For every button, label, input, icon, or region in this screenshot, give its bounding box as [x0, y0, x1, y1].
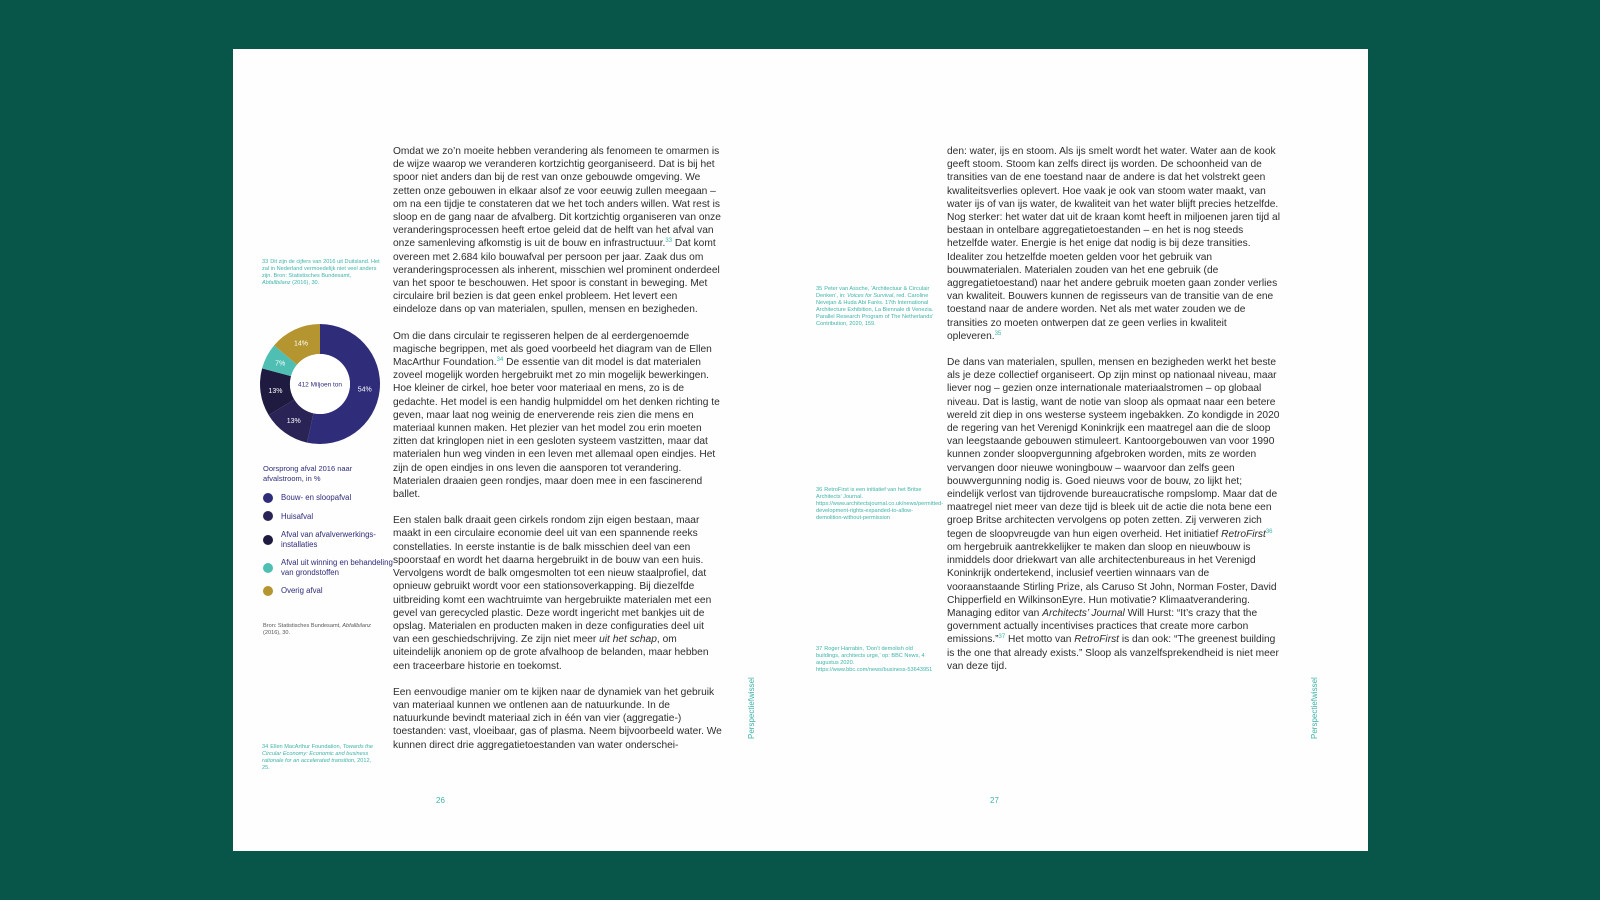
chart-source: Bron: Statistisches Bundesamt, Abfallbilanz (2016), 30. — [263, 623, 371, 636]
slice-label: 14% — [294, 340, 309, 348]
legend-swatch — [263, 493, 273, 503]
legend-item: Bouw- en sloopafval — [263, 493, 393, 503]
chart-title: Oorsprong afval 2016 naar afvalstroom, in % — [263, 464, 353, 483]
donut-center-label: 412 Miljoen ton — [297, 381, 343, 389]
legend-swatch — [263, 535, 273, 545]
right-page — [800, 49, 1368, 851]
footnote-ref[interactable]: 34 — [496, 357, 504, 364]
paragraph: Omdat we zo’n moeite hebben verandering als fenomeen te omarmen is de wijze waarop we veranderen kortzichtig georganiseerd. Dat is bij het spoor niet anders dan bij de rest van onze gebouwde omgeving. We zetten onze gebouwen in elkaar alsof ze voor eeuwig zullen meegaan – om na een tijdje te constateren dat we het toch anders willen. Wat rest is sloop en de gang naar de afvalberg. Dit kortzichtig organiseren van onze veranderingsprocessen heeft ertoe geleid dat de helft van het afval van onze samenleving afkomstig is uit de bouw en infrastructuur.$^{33}$ Dat komt overeen met 2.684 kilo bouwafval per persoon per jaar. Zaak dus om veranderingsprocessen als inherent, misschien wel prominent onderdeel van het spoor te beschouwen. Het spoor is constant in beweging. Met circulaire bril bezien is dat geen enkel probleem. Het levert een eindeloze dans op van materialen, spullen, mensen en bezigheden. — [393, 146, 721, 316]
slice-label: 13% — [268, 387, 283, 395]
footnote-ref[interactable]: 35 — [994, 330, 1002, 337]
running-head-left: Perspectiefwissel — [747, 677, 756, 739]
page-number-left: 26 — [436, 796, 445, 805]
legend-item: Overig afval — [263, 586, 393, 596]
legend-swatch — [263, 563, 273, 573]
paragraph: Een eenvoudige manier om te kijken naar de dynamiek van het gebruik van materiaal kunnen we ontlenen aan de natuurkunde. In de natuurkunde bevindt materiaal zich in één van vier (aggregatie-) toestanden: vast, vloeibaar, gas of plasma. Neem bijvoorbeeld water. We kunnen direct drie aggregatietoestanden van water onderschei- — [393, 686, 722, 751]
legend-swatch — [263, 586, 273, 596]
legend-item: Afval uit winning en behandeling van grondstoffen — [263, 558, 393, 577]
legend-item: Huisafval — [263, 512, 393, 522]
running-head-right: Perspectiefwissel — [1310, 677, 1319, 739]
slice-label: 54% — [357, 386, 372, 394]
footnote-33: 33 Dit zijn de cijfers van 2016 uit Duitsland. Het zal in Nederland vermoedelijk niet veel anders zijn. Bron: Statistisches Bundesamt, Abfallbilanz (2016), 30. — [262, 259, 380, 286]
book-spread — [233, 49, 1368, 851]
footnote-ref[interactable]: 33 — [665, 238, 673, 245]
paragraph: Om die dans circulair te regisseren helpen de al eerdergenoemde magische begrippen, met als goed voorbeeld het diagram van de Ellen MacArthur Foundation.$^{34}$ De essentie van dit model is dat materialen zoveel mogelijk worden hergebruikt met zo min mogelijk bewerkingen. Hoe kleiner de cirkel, hoe beter voor materiaal en mens, zo is de gedachte. Het model is een handig hulpmiddel om het denken richting te geven, maar laat nog weinig de enerverende reis zien die mens en materiaal kunnen maken. Het plezier van het model zou erin moeten zitten dat kringlopen niet in een gesloten systeem vastzitten, maar dat materialen hun weg vinden in een leven met allemaal open eindjes. Het zijn de open eindjes in ons leven die aansporen tot verandering. Materialen draaien geen rondjes, maar doen mee in een fascinerend ballet. — [393, 330, 720, 501]
footnote-36: 36 RetroFirst is een initiatief van het Britse Architects’ Journal. https://www.architectsjournal.co.uk/news/permitted-development-rights-expanded-to-allow-demolition-without-permission — [816, 487, 944, 521]
footnote-37: 37 Roger Harrabin, ‘Don’t demolish old buildings, architects urge,’ op: BBC News, 4 augustus 2020. https://www.bbc.com/news/business-53643951 — [816, 646, 933, 673]
chart-legend — [263, 493, 393, 605]
paragraph: De dans van materialen, spullen, mensen en bezigheden werkt het beste als je deze collectief organiseert. Op zijn minst op nationaal niveau, maar liever nog – gezien onze internationale materiaalstromen – op globaal niveau. Dat is lastig, want de notie van sloop als opmaat naar een betere wereld zit diep in ons westerse systeem ingebakken. Zo kondigde in 2020 de regering van het Verenigd Koninkrijk een maatregel aan die de sloop van leegstaande gebouwen stimuleert. Kantoorgebouwen van voor 1990 kunnen zonder sloopvergunning afgebroken worden, mits ze worden vervangen door nieuwe woningbouw – waarvoor dan zelfs geen bouwvergunning nodig is. Goed nieuws voor de bouw, zo lijkt het; eindelijk verlost van tijdrovende bureaucratische rompslomp. Maar dat de maatregel niet meer van deze tijd is bleek uit de actie die nota bene een groep Britse architecten vervolgens op poten zetten. Zij verweren zich tegen de sloopvreugde van hun eigen overheid. Het initiatief RetroFirst$^{36}$ om hergebruik aantrekkelijker te maken dan sloop en nieuwbouw is inmiddels door driekwart van alle architectenbureaus in het Verenigd Koninkrijk ondertekend, inclusief veertien winnaars van de vooraanstaande Stirling Prize, als Caruso St John, Norman Foster, David Chipperfield en WilkinsonEyre. Hun motivatie? Klimaatverandering. Managing editor van Architects’ Journal Will Hurst: “It’s crazy that the government actually incentivises practices that create more carbon emissions.”$^{37}$ Het motto van RetroFirst is dan ook: “The greenest building is the one that already exists.” Sloop als vanzelfsprekendheid is niet meer van deze tijd. — [947, 357, 1280, 672]
footnote-35: 35 Peter van Assche, ‘Architectuur & Circulair Denken’, in: Voices for Survival, red. Caroline Nevejan & Huda Abi Farès. 17th International Architecture Exhibition, La Biennale di Venezia. Parallel Research Program of The Netherlands’ Contribution, 2020, 159. — [816, 286, 934, 327]
donut-chart — [255, 319, 385, 449]
paragraph: Een stalen balk draait geen cirkels rondom zijn eigen bestaan, maar maakt in een circulaire economie deel uit van een spannende reeks constellaties. In eerste instantie is de balk misschien deel van een spoorstaaf en wordt het daarna hergebruikt in de bouw van een huis. Vervolgens wordt de balk omgesmolten tot een nieuw staalprofiel, dat opnieuw gebruikt wordt voor een stationsoverkapping. Bij diezelfde uitbreiding komt een wachtruimte van hergebruikte materialen met een gevel van gerecycled plastic. Deze wordt ingericht met bankjes uit de opslag. Materialen en producten maken in deze configuraties deel uit van een geschiedschrijving. Ze zijn niet meer uit het schap, om uiteindelijk anoniem op de grote afvalhoop de belanden, maar hebben een traceerbare historie en toekomst. — [393, 515, 712, 672]
legend-item: Afval van afvalverwerkings-installaties — [263, 530, 393, 549]
page-number-right: 27 — [990, 796, 999, 805]
footnote-34: 34 Ellen MacArthur Foundation, Towards the Circular Economy: Economic and business rationale for an accelerated transition, 2012, 25. — [262, 744, 373, 771]
slice-label: 13% — [286, 418, 301, 426]
right-body-text — [947, 145, 1280, 686]
slice-label: 7% — [275, 360, 286, 368]
left-body-text — [393, 145, 723, 765]
footnote-ref[interactable]: 36 — [1265, 528, 1273, 535]
legend-swatch — [263, 511, 273, 521]
footnote-ref[interactable]: 37 — [998, 634, 1006, 641]
paragraph: den: water, ijs en stoom. Als ijs smelt wordt het water. Water aan de kook geeft stoom. Stoom kan zelfs direct ijs worden. De schoonheid van de transities van de ene toestand naar de andere is dat het volstrekt geen kwaliteitsverlies oplevert. Hoe vaak je ook van stoom water maakt, van water ijs of van ijs water, de kwaliteit van het water blijft precies hetzelfde. Nog sterker: het water dat uit de kraan komt heeft in miljoenen jaren tijd al bestaan in ontelbare aggregatietoestanden – en het is nog steeds hetzelfde water. Energie is het enige dat nodig is bij deze transities. Idealiter zou hetzelfde moeten gelden voor het gebruik van bouwmaterialen. Materialen zouden van het ene gebruik (de aggregatietoestand) naar het andere gebruik moeten gaan zonder verlies van kwaliteit. Bouwers kunnen de regisseurs van de transitie van de ene toestand naar de andere worden. Net als met water zouden we de transities zo moeten ontwerpen dat ze geen verlies in kwaliteit opleveren.$^{35}$ — [947, 146, 1280, 342]
left-page — [233, 49, 800, 851]
